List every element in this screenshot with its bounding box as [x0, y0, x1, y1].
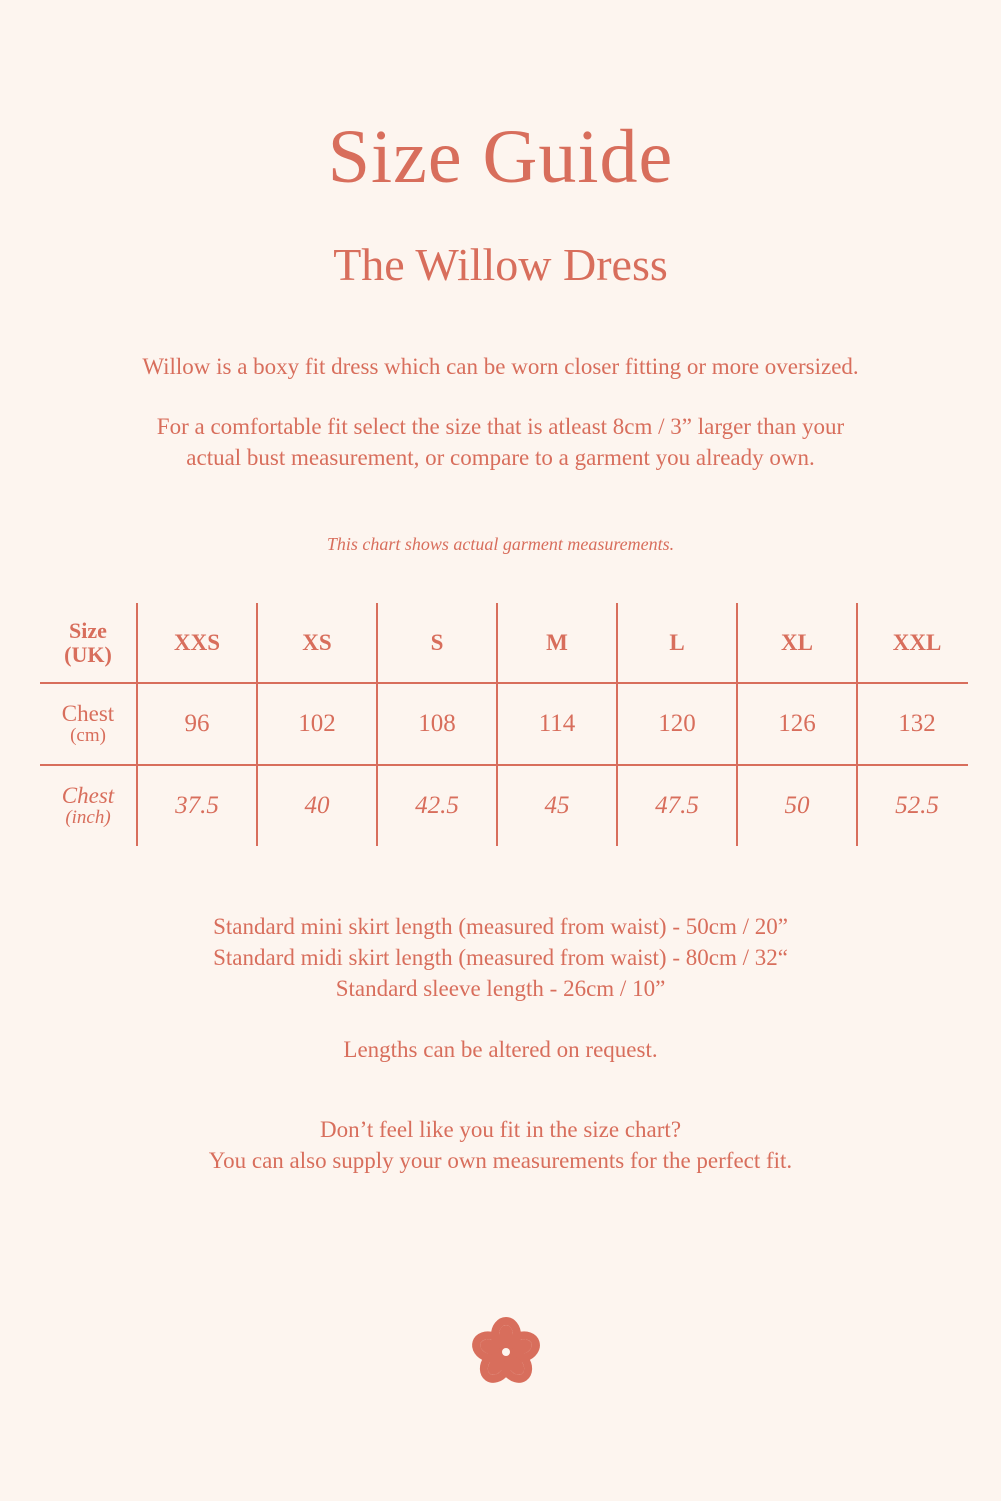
chest-inch-row	[40, 764, 968, 846]
custom-fit-note	[0, 1114, 1001, 1176]
table-cell: 47.5	[616, 766, 736, 846]
chest-inch-label-main: Chest	[61, 782, 115, 808]
table-cell: 120	[616, 684, 736, 764]
table-cell: 126	[736, 684, 856, 764]
size-table	[40, 603, 968, 846]
size-table-header-row	[40, 603, 968, 682]
size-header-cell: XXL	[856, 603, 976, 682]
intro-size-advice-line-2: actual bust measurement, or compare to a garment you already own.	[186, 445, 815, 470]
chart-note: This chart shows actual garment measurements.	[326, 534, 675, 554]
sleeve-length: Standard sleeve length - 26cm / 10”	[335, 976, 666, 1001]
custom-fit-note-line-1: Don’t feel like you fit in the size chart?	[319, 1117, 682, 1142]
size-header-cell: M	[496, 603, 616, 682]
standard-lengths	[0, 911, 1001, 1004]
table-cell: 45	[496, 766, 616, 846]
flower-icon	[466, 1312, 546, 1392]
custom-fit-note-line-2: You can also supply your own measurements for the perfect fit.	[208, 1148, 793, 1173]
chest-cm-row	[40, 682, 968, 764]
size-header-cell: XS	[256, 603, 376, 682]
size-header-cell: XXS	[136, 603, 256, 682]
table-cell: 52.5	[856, 766, 976, 846]
table-cell: 102	[256, 684, 376, 764]
chest-inch-label	[40, 766, 136, 846]
table-cell: 42.5	[376, 766, 496, 846]
size-header-label-main: Size	[69, 618, 107, 644]
page-title: Size Guide	[327, 115, 674, 199]
intro-fit-description: Willow is a boxy fit dress which can be worn closer fitting or more oversized.	[142, 354, 859, 379]
mini-skirt-length: Standard mini skirt length (measured from waist) - 50cm / 20”	[213, 914, 788, 939]
size-header-cell: L	[616, 603, 736, 682]
table-cell: 40	[256, 766, 376, 846]
size-header-cell: S	[376, 603, 496, 682]
table-cell: 37.5	[136, 766, 256, 846]
size-header-cell: XL	[736, 603, 856, 682]
chest-inch-label-sub: (inch)	[65, 807, 111, 829]
table-cell: 50	[736, 766, 856, 846]
intro-size-advice	[0, 411, 1001, 473]
size-header-label-sub: (UK)	[64, 641, 112, 667]
chest-cm-label-sub: (cm)	[70, 725, 106, 747]
alteration-note: Lengths can be altered on request.	[343, 1037, 658, 1062]
table-cell: 132	[856, 684, 976, 764]
midi-skirt-length: Standard midi skirt length (measured from waist) - 80cm / 32“	[213, 945, 788, 970]
product-name: The Willow Dress	[333, 239, 668, 290]
chest-cm-label	[40, 684, 136, 764]
size-header-label	[40, 603, 136, 682]
chest-cm-label-main: Chest	[61, 700, 115, 726]
table-cell: 96	[136, 684, 256, 764]
table-cell: 108	[376, 684, 496, 764]
intro-size-advice-line-1: For a comfortable fit select the size that is atleast 8cm / 3” larger than your	[156, 414, 845, 439]
table-cell: 114	[496, 684, 616, 764]
